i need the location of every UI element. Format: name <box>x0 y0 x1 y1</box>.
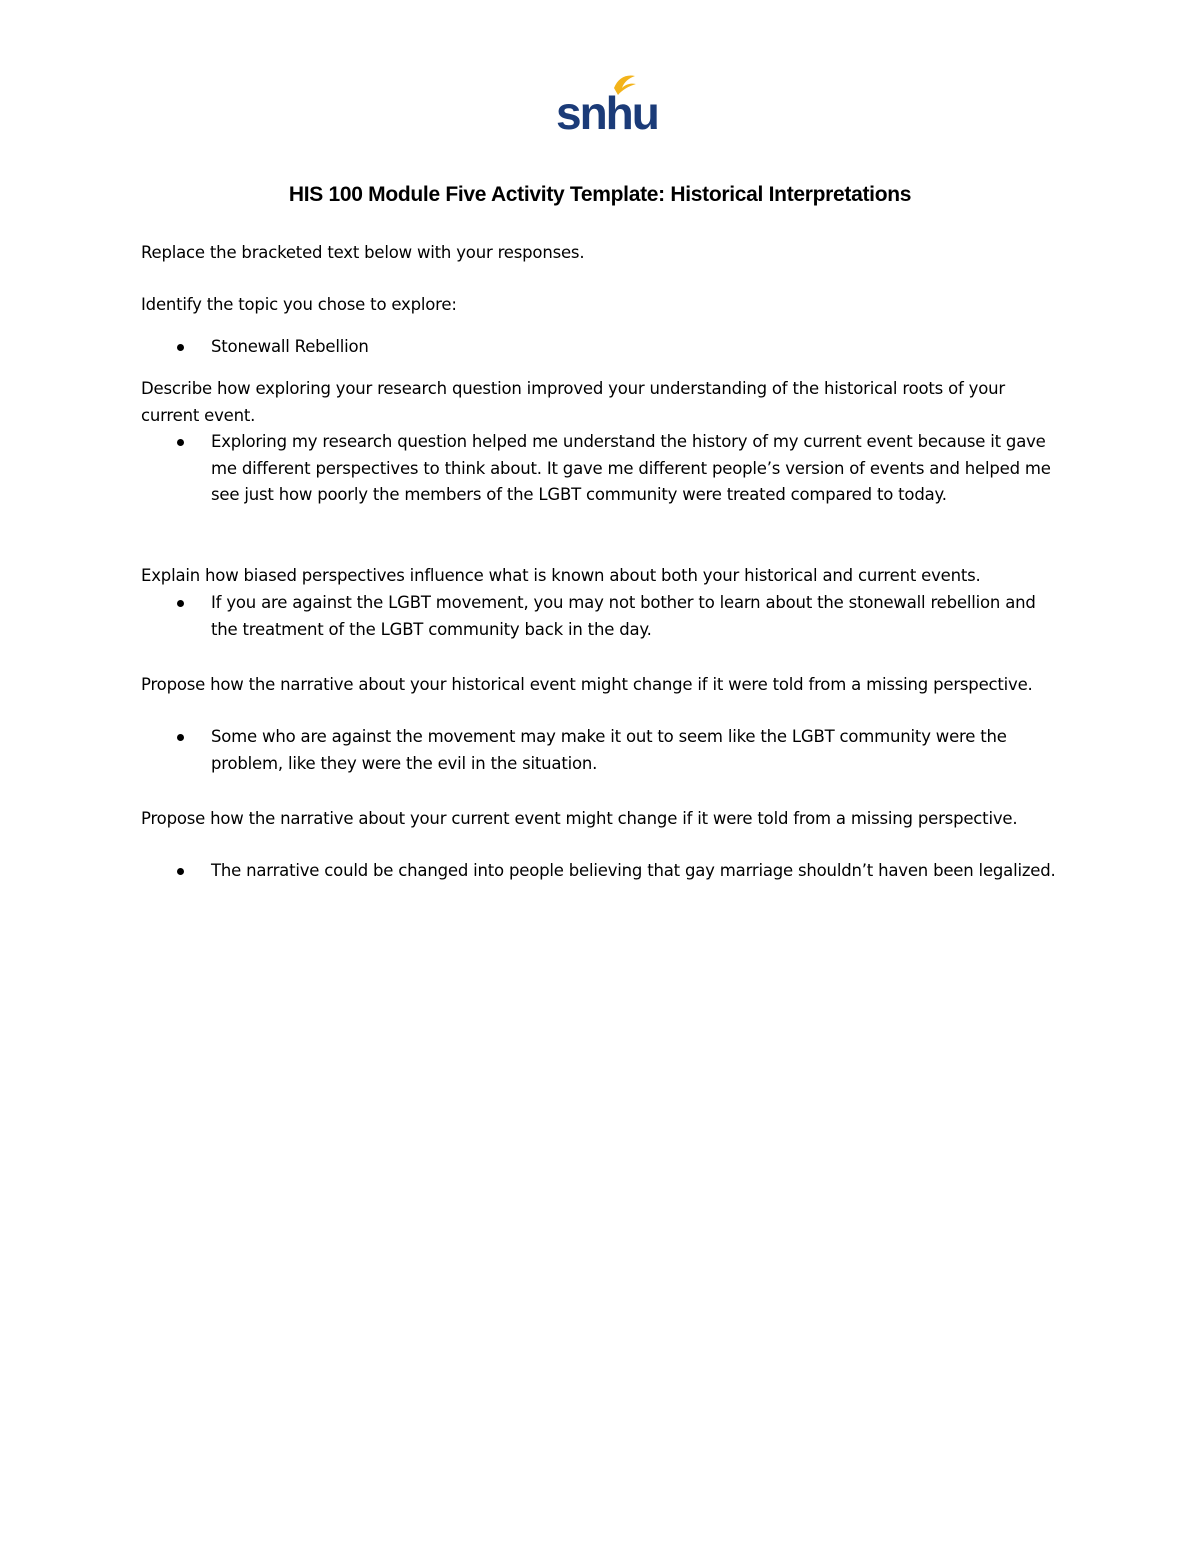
answer-current-narrative <box>141 858 1061 885</box>
answer-topic <box>141 334 1061 361</box>
question-current-narrative: Propose how the narrative about your current event might change if it were told from a missing perspective. <box>141 809 1018 828</box>
bullet-icon <box>177 868 184 875</box>
snhu-logo-graphic <box>552 68 658 139</box>
answer-bias <box>141 590 1061 643</box>
answer-text: Exploring my research question helped me understand the history of my current event because it gave me different perspectives to think about. It gave me different people’s version of events and helped me see just how poorly the members of the LGBT community were treated compared to today. <box>211 432 1051 504</box>
instruction-text: Replace the bracketed text below with your responses. <box>141 243 585 262</box>
question-understanding: Describe how exploring your research question improved your understanding of the historical roots of your current event. <box>141 379 1005 425</box>
answer-text: Some who are against the movement may make it out to seem like the LGBT community were the problem, like they were the evil in the situation. <box>211 727 1007 773</box>
question-historical-narrative: Propose how the narrative about your historical event might change if it were told from a missing perspective. <box>141 675 1033 694</box>
question-topic: Identify the topic you chose to explore: <box>141 295 457 314</box>
bullet-icon <box>177 439 184 446</box>
bullet-icon <box>177 600 184 607</box>
document-title: HIS 100 Module Five Activity Template: Historical Interpretations <box>288 183 912 206</box>
answer-understanding <box>141 429 1061 509</box>
answer-text: Stonewall Rebellion <box>211 337 369 356</box>
answer-text: If you are against the LGBT movement, you may not bother to learn about the stonewall rebellion and the treatment of the LGBT community back in the day. <box>211 593 1036 639</box>
snhu-logo <box>552 68 658 139</box>
bullet-icon <box>177 344 184 351</box>
answer-historical-narrative <box>141 724 1061 777</box>
logo-text: snhu <box>556 87 658 139</box>
question-bias: Explain how biased perspectives influence what is known about both your historical and current events. <box>141 566 981 585</box>
answer-text: The narrative could be changed into people believing that gay marriage shouldn’t haven been legalized. <box>211 861 1056 880</box>
bullet-icon <box>177 734 184 741</box>
